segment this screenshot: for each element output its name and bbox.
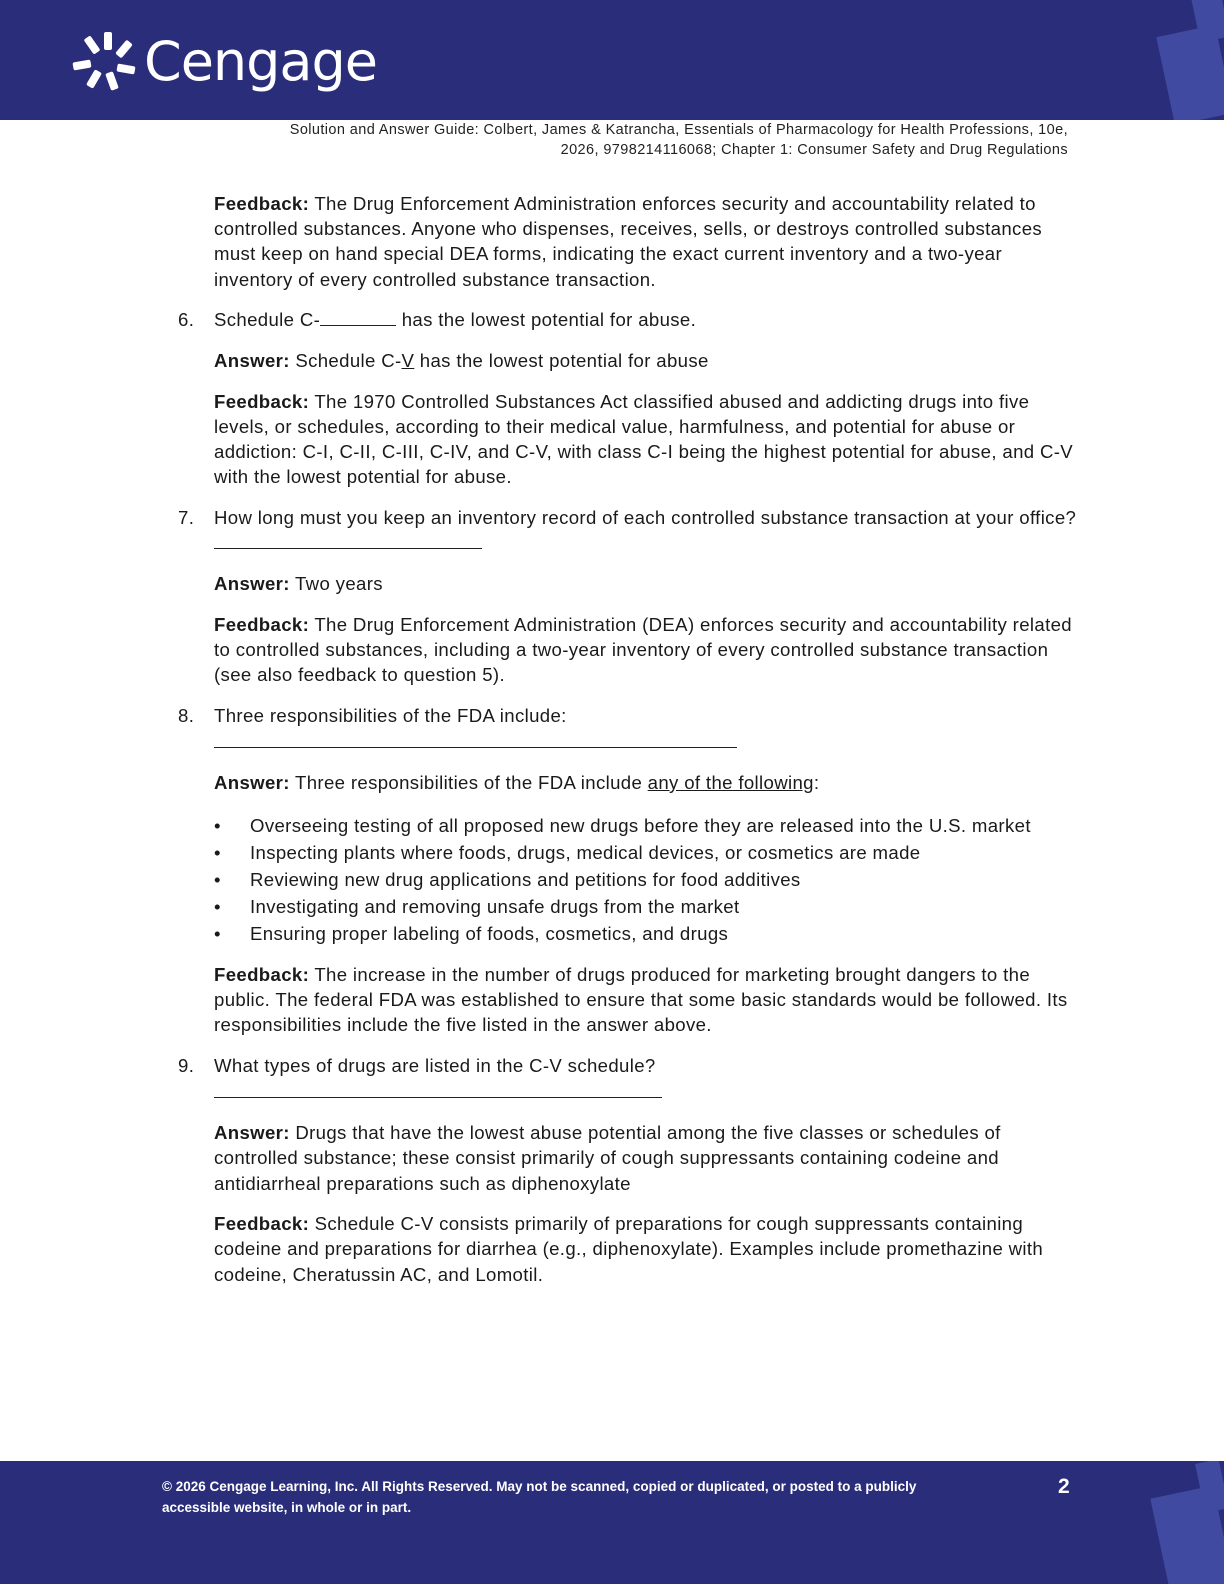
answer-text: has the lowest potential for abuse [414,350,709,372]
document-subtitle [290,120,1068,160]
question-text: has the lowest potential for abuse. [396,309,697,331]
feedback-label: Feedback: [214,193,310,214]
feedback-text: The Drug Enforcement Administration (DEA) enforces security and accountability related to controlled substances, including a two-year inventory of every controlled substance transaction (see also feedback to question 5). [214,613,1072,686]
subtitle-line: Solution and Answer Guide: Colbert, James & Katrancha, Essentials of Pharmacology for Health Professions, 10e, [289,122,1068,138]
list-item: • Ensuring proper labeling of foods, cosmetics, and drugs [214,921,1078,946]
cengage-logo-mark-icon [74,32,136,92]
question-text: How long must you keep an inventory record of each controlled substance transaction at your office? [214,507,1077,529]
answer-blank [214,747,737,748]
answer-paragraph [214,571,1078,596]
answer-blank [214,531,482,549]
feedback-paragraph [214,191,1078,292]
answer-text: Drugs that have the lowest abuse potential among the five classes or schedules of controlled substance; these consist primarily of cough suppressants containing codeine and antidiarrheal preparations such as diphenoxylate [214,1122,1001,1194]
question-number: 9. [178,1054,195,1076]
feedback-text: Schedule C-V consists primarily of preparations for cough suppressants containing codeine and preparations for diarrhea (e.g., diphenoxylate). Examples include promethazine with codeine, Cheratussin AC, and Lomotil. [214,1213,1044,1285]
answer-paragraph [214,1120,1078,1196]
answer-label: Answer: [214,572,290,594]
answer-paragraph [214,348,1078,373]
feedback-label: Feedback: [214,390,310,412]
feedback-label: Feedback: [214,613,310,635]
feedback-paragraph [214,389,1078,490]
list-item: • Overseeing testing of all proposed new drugs before they are released into the U.S. market [214,813,1078,838]
copyright-notice: © 2026 Cengage Learning, Inc. All Rights Reserved. May not be scanned, copied or duplicated, or posted to a publicly accessible website, in whole or in part. [162,1479,917,1515]
answer-text: Three responsibilities of the FDA include [295,771,648,793]
answer-label: Answer: [214,350,290,372]
question-text: Three responsibilities of the FDA include: [214,704,567,726]
question-8 [178,703,1078,728]
question-number: 6. [178,309,195,331]
question-9 [178,1053,1078,1078]
document-body [178,191,1078,1302]
question-7 [178,505,1078,555]
answer-label: Answer: [214,1122,290,1144]
question-number: 8. [178,704,195,726]
answer-text: : [813,771,820,793]
answer-text: Schedule C- [295,350,402,372]
cengage-logo [74,30,377,93]
brand-name: Cengage [144,30,378,93]
answer-text: V [401,350,415,372]
list-item: • Reviewing new drug applications and petitions for food additives [214,867,1078,892]
answer-text: any of the following [647,771,814,793]
list-item: • Investigating and removing unsafe drugs from the market [214,894,1078,919]
feedback-paragraph [214,962,1078,1038]
feedback-text: The 1970 Controlled Substances Act classified abused and addicting drugs into five levels, or schedules, according to their medical value, harmfulness, and potential for abuse or addiction: C-I, C-II, C-III, C-IV, and C-V, with class C-I being the highest potential for abuse, and C-V with the lowest potential for abuse. [214,390,1074,488]
question-6 [178,307,1078,332]
feedback-text: The Drug Enforcement Administration enforces security and accountability related to controlled substances. Anyone who dispenses, receives, sells, or destroys controlled substances must keep on hand special DEA forms, indicating the exact current inventory and a two-year inventory of every controlled substance transaction. [214,193,1043,290]
question-text: Schedule C- [214,309,321,331]
answer-label: Answer: [214,771,290,793]
fda-responsibilities-list [214,813,1078,946]
page-header [0,0,1224,120]
question-text: What types of drugs are listed in the C-V schedule? [214,1054,656,1076]
feedback-text: The increase in the number of drugs produced for marketing brought dangers to the public. The federal FDA was established to ensure that some basic standards would be followed. Its responsibilities include the five listed in the answer above. [214,963,1068,1036]
feedback-label: Feedback: [214,963,310,985]
answer-text: Two years [295,572,383,594]
question-number: 7. [178,507,195,529]
feedback-paragraph [214,1211,1078,1287]
page-footer [0,1461,1224,1584]
list-item: • Inspecting plants where foods, drugs, medical devices, or cosmetics are made [214,840,1078,865]
answer-blank [320,308,396,326]
page-number: 2 [1058,1475,1070,1498]
feedback-label: Feedback: [214,1213,310,1235]
answer-blank [214,1097,662,1098]
feedback-paragraph [214,612,1078,688]
answer-paragraph [214,770,1078,795]
subtitle-line: 2026, 9798214116068; Chapter 1: Consumer Safety and Drug Regulations [560,142,1068,158]
